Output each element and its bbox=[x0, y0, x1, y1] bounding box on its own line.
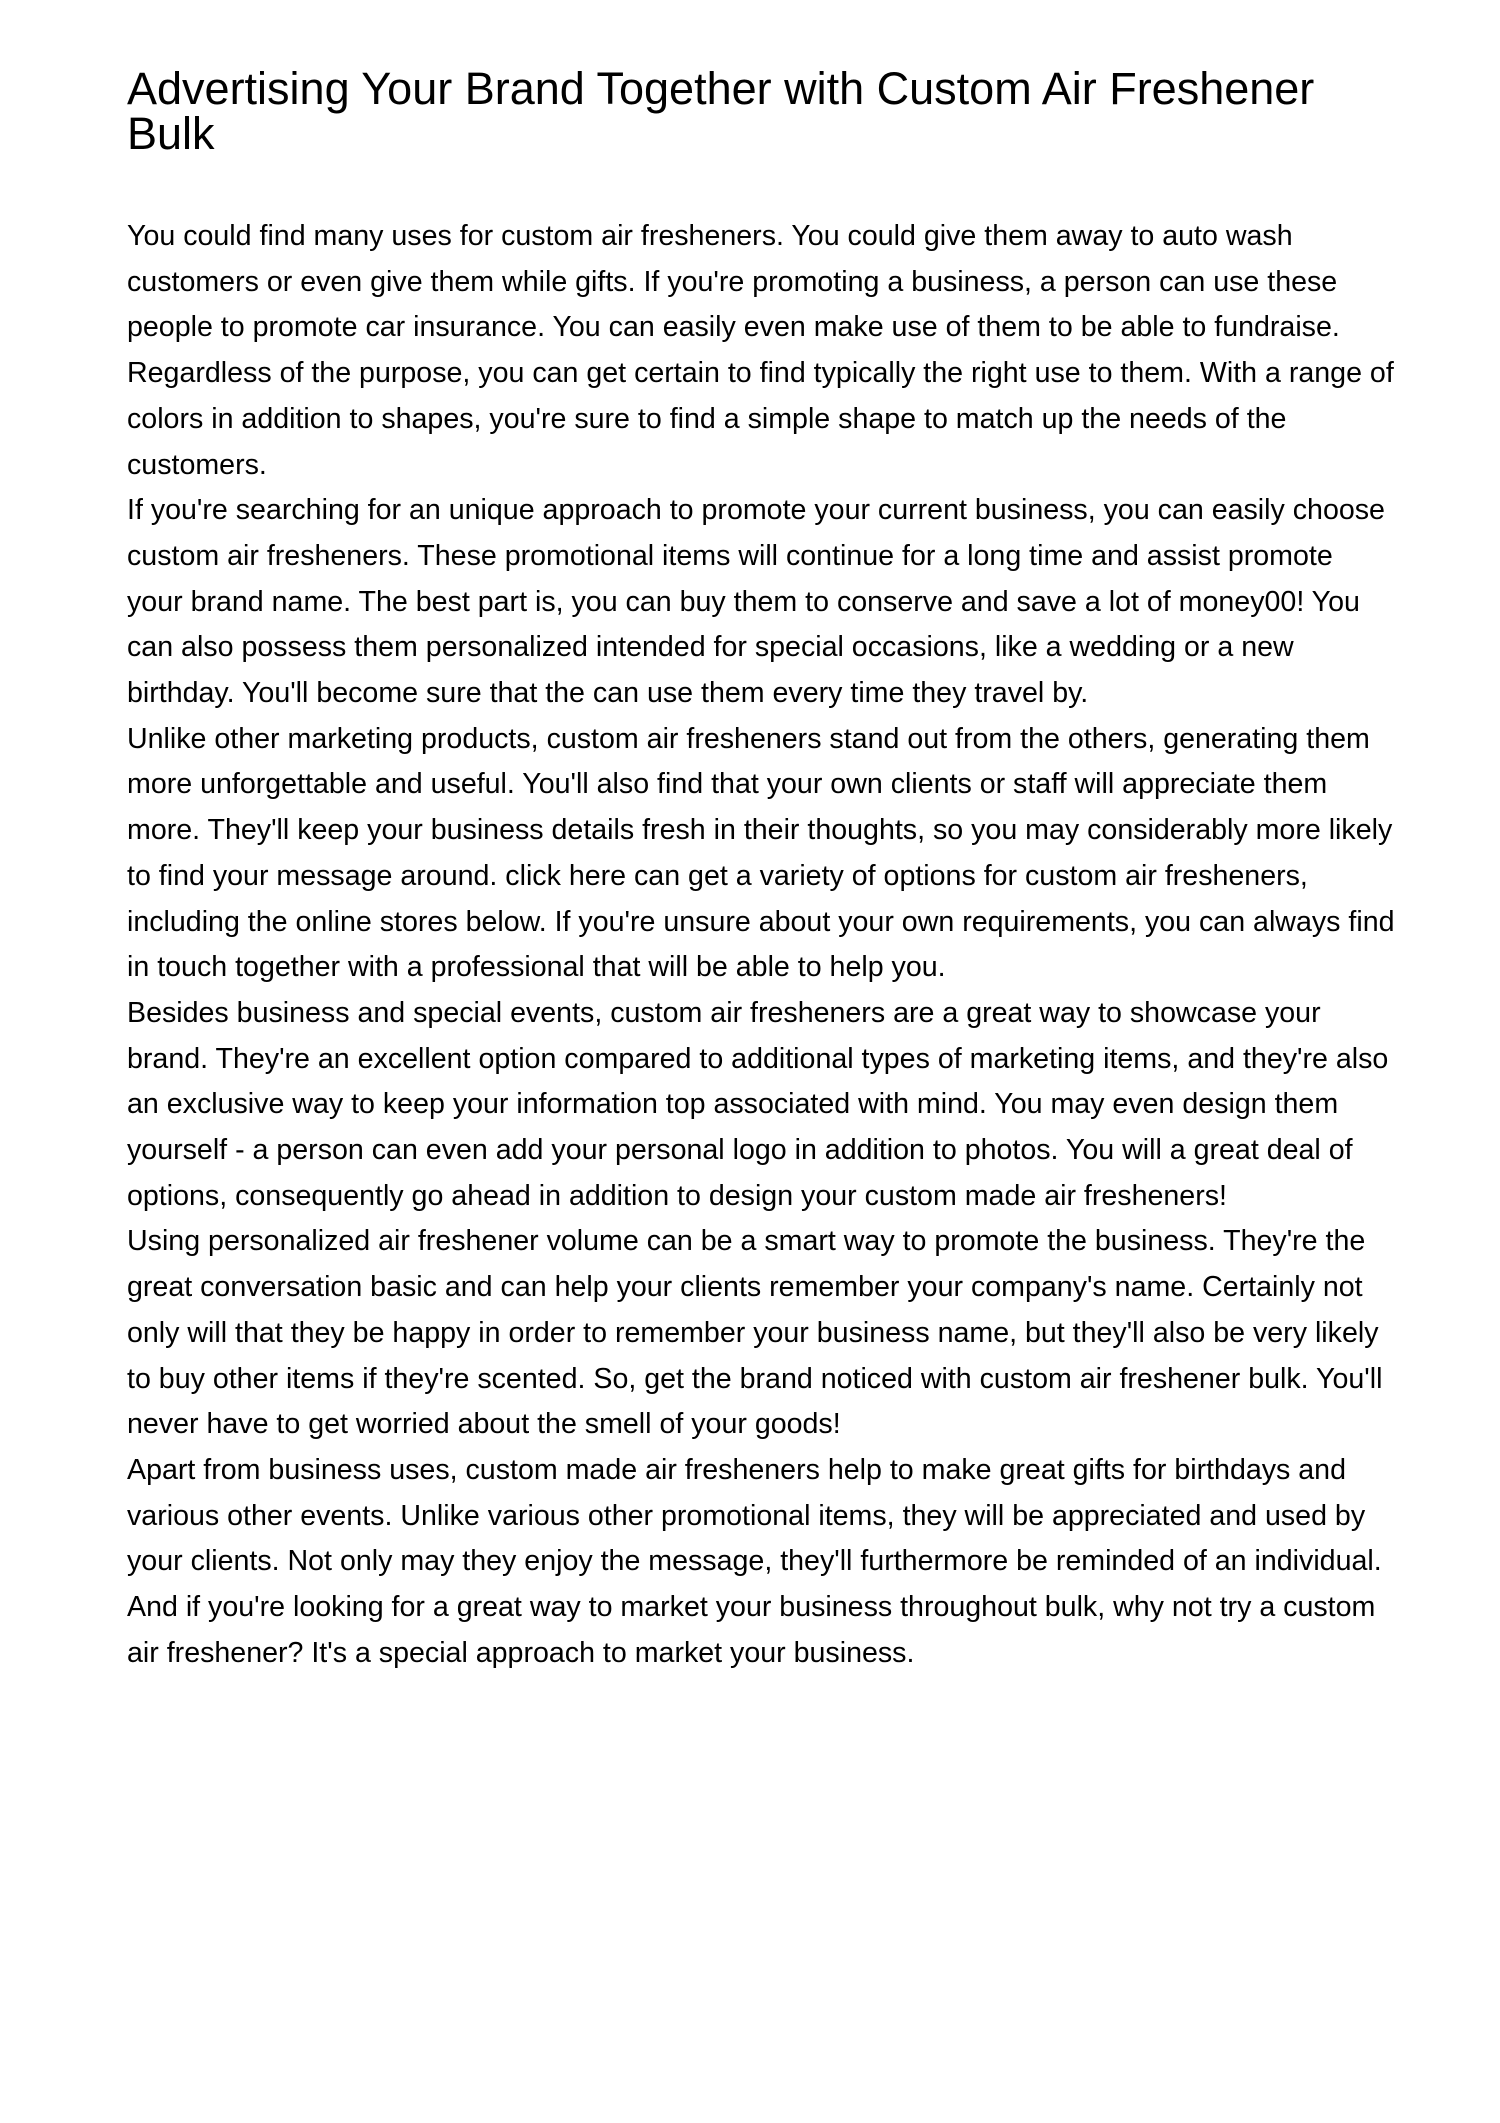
paragraph: Unlike other marketing products, custom air fresheners stand out from the others, generating them more unforgettable and useful. You'll also find that your own clients or staff will appreciate them more. They'll keep your business details fresh in their thoughts, so you may considerably more likely to find your message around. click here can get a variety of options for custom air fresheners, including the online stores below. If you're unsure about your own requirements, you can always find in touch together with a professional that will be able to help you. bbox=[127, 722, 1395, 984]
paragraph: Using personalized air freshener volume can be a smart way to promote the business. They're the great conversation basic and can help your clients remember your company's name. Certainly not only will that they be happy in order to remember your business name, but they'll also be very likely to buy other items if they're scented. So, get the brand noticed with custom air freshener bulk. You'll never have to get worried about the smell of your goods! bbox=[127, 1225, 1383, 1441]
paragraph: If you're searching for an unique approach to promote your current business, you can easily choose custom air fresheners. These promotional items will continue for a long time and assist promote your brand name. The best part is, you can buy them to conserve and save a lot of money00! You can also possess them personalized intended for special occasions, like a wedding or a new birthday. You'll become sure that the can use them every time they travel by. bbox=[127, 494, 1385, 710]
paragraph: You could find many uses for custom air fresheners. You could give them away to auto wash customers or even give them while gifts. If you're promoting a business, a person can use these people to promote car insurance. You can easily even make use of them to be able to fundraise. Regardless of the purpose, you can get certain to find typically the right use to them. With a range of colors in addition to shapes, you're sure to find a simple shape to match up the needs of the customers. bbox=[127, 220, 1394, 481]
paragraph: Besides business and special events, custom air fresheners are a great way to showcase your brand. They're an excellent option compared to additional types of marketing items, and they're also an exclusive way to keep your information top associated with mind. You may even design them yourself - a person can even add your personal logo in addition to photos. You will a great deal of options, consequently go ahead in addition to design your custom made air fresheners! bbox=[127, 996, 1389, 1212]
document-body bbox=[127, 214, 1395, 1677]
paragraph: Apart from business uses, custom made air fresheners help to make great gifts for birthdays and various other events. Unlike various other promotional items, they will be appreciated and used by your clients. Not only may they enjoy the message, they'll furthermore be reminded of an individual. And if you're looking for a great way to market your business throughout bulk, why not try a custom air freshener? It's a special approach to market your business. bbox=[127, 1453, 1382, 1669]
document-title: Advertising Your Brand Together with Custom Air Freshener Bulk bbox=[127, 63, 1315, 159]
